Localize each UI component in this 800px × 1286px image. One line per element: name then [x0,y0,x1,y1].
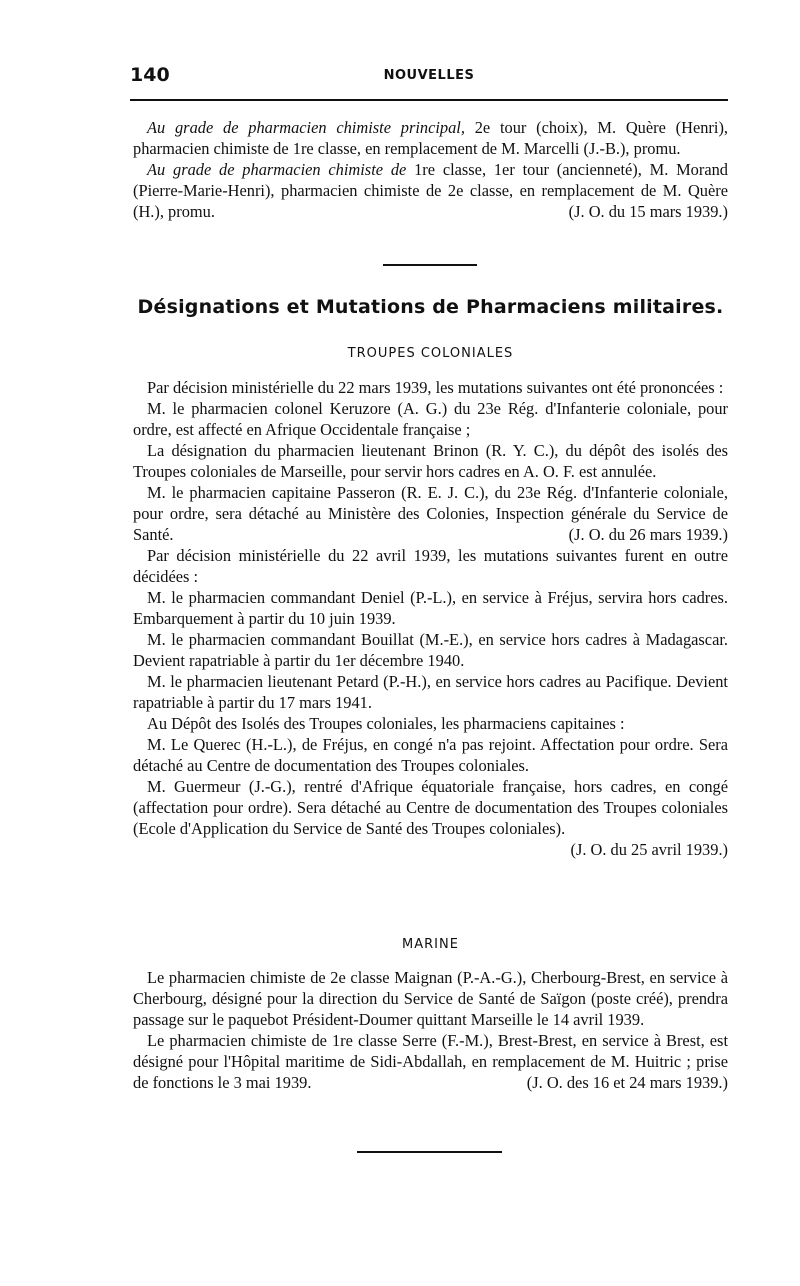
page-number: 140 [130,64,170,86]
intro-paragraph-2 [133,159,728,222]
header-rule [130,99,728,101]
intro-p2-italic: Au grade de pharmacien chimiste de [147,160,407,179]
troupes-paragraph: M. le pharmacien lieutenant Petard (P.-H.), en service hors cadres au Pacifique. Devient rapatriable à partir du 17 mars 1941. [133,672,728,712]
troupes-paragraph [133,482,728,545]
running-title: NOUVELLES [383,68,475,83]
troupes-jo-reference: (J. O. du 25 avril 1939.) [570,840,728,859]
intro-jo-reference: (J. O. du 15 mars 1939.) [568,202,728,221]
troupes-paragraph: M. le pharmacien colonel Keruzore (A. G.) du 23e Rég. d'Infanterie coloniale, pour ordre, est affecté en Afrique Occidentale française ; [133,399,728,439]
troupes-paragraph: M. le pharmacien commandant Bouillat (M.-E.), en service hors cadres à Madagascar. Devient rapatriable à partir du 1er décembre 1940. [133,630,728,670]
marine-jo-reference: (J. O. des 16 et 24 mars 1939.) [526,1073,728,1092]
marine-paragraph: Le pharmacien chimiste de 2e classe Maignan (P.-A.-G.), Cherbourg-Brest, en service à Cherbourg, désigné pour la direction du Service de Santé de Saïgon (poste créé), prendra passage sur le paquebot Président-Doumer quittant Marseille le 14 avril 1939. [133,968,728,1029]
troupes-paragraph: La désignation du pharmacien lieutenant Brinon (R. Y. C.), du dépôt des isolés des Troupes coloniales de Marseille, pour servir hors cadres en A. O. F. est annulée. [133,441,728,481]
troupes-heading: TROUPES COLONIALES [347,346,514,361]
marine-block [133,967,728,1093]
troupes-block [133,377,728,860]
section-title: Désignations et Mutations de Pharmaciens militaires. [137,296,724,318]
intro-p2-text: 1re classe, 1er tour (ancienneté), M. Morand (Pierre-Marie-Henri), pharmacien chimiste de 2e classe, en remplacement de M. Quère (H.), promu. [133,160,729,221]
page-header [130,64,728,90]
troupes-paragraph-text: M. le pharmacien capitaine Passeron (R. E. J. C.), du 23e Rég. d'Infanterie coloniale, pour ordre, sera détaché au Ministère des Colonies, Inspection générale du Service de Santé. [133,483,728,544]
intro-p1-text: 2e tour (choix), M. Quère (Henri), pharmacien chimiste de 1re classe, en remplacement de M. Marcelli (J.-B.), promu. [133,118,728,158]
intro-block [133,117,728,222]
separator-rule [383,264,477,266]
intro-paragraph-1 [133,117,728,159]
troupes-paragraph: Par décision ministérielle du 22 avril 1939, les mutations suivantes furent en outre décidées : [133,546,728,586]
end-rule [357,1151,502,1153]
troupes-paragraph-text: M. Guermeur (J.-G.), rentré d'Afrique équatoriale française, hors cadres, en congé (affectation pour ordre). Sera détaché au Centre de documentation des Troupes coloniales (Ecole d'Application du Service de Santé des Troupes coloniales). [133,777,728,838]
marine-paragraph-text: Le pharmacien chimiste de 1re classe Serre (F.-M.), Brest-Brest, en service à Brest, est désigné pour l'Hôpital maritime de Sidi-Abdallah, en remplacement de M. Huitric ; prise de fonctions le 3 mai 1939. [133,1031,728,1092]
marine-paragraph [133,1030,728,1093]
troupes-paragraph: M. le pharmacien commandant Deniel (P.-L.), en service à Fréjus, servira hors cadres. Embarquement à partir du 10 juin 1939. [133,588,728,628]
intro-p1-italic: Au grade de pharmacien chimiste principal, [147,118,465,137]
marine-heading: MARINE [402,937,459,952]
troupes-paragraph: Au Dépôt des Isolés des Troupes coloniales, les pharmaciens capitaines : [147,714,625,733]
troupes-paragraph: Par décision ministérielle du 22 mars 1939, les mutations suivantes ont été prononcées : [147,378,724,397]
troupes-jo-reference: (J. O. du 26 mars 1939.) [568,525,728,544]
troupes-paragraph [133,776,728,860]
troupes-paragraph: M. Le Querec (H.-L.), de Fréjus, en congé n'a pas rejoint. Affectation pour ordre. Sera détaché au Centre de documentation des Troupes coloniales. [133,735,728,775]
